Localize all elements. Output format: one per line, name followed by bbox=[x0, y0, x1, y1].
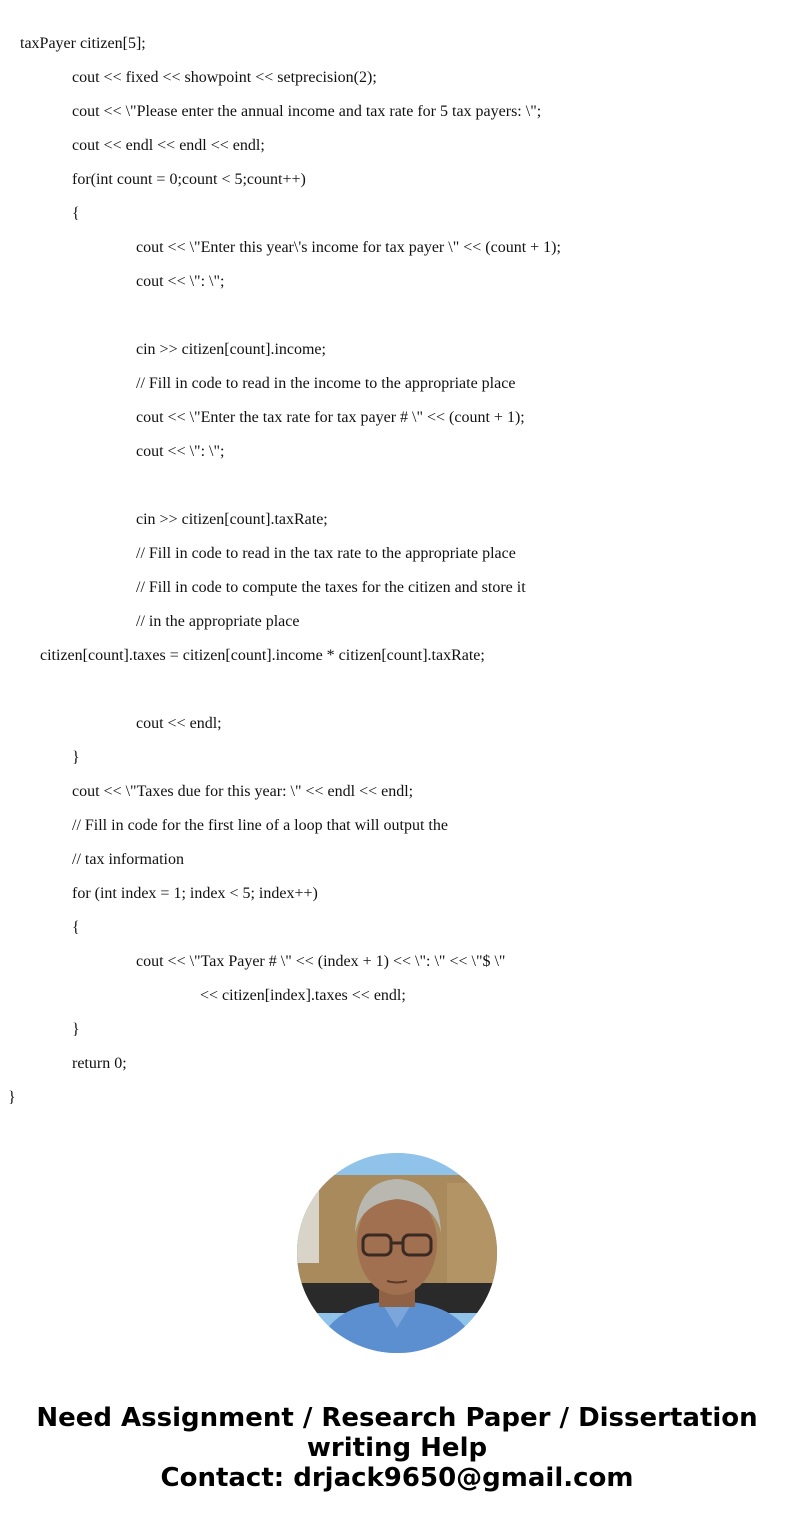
code-line: return 0; bbox=[72, 1055, 127, 1072]
code-line: cout << \"Tax Payer # \" << (index + 1) << \": \" << \"$ \" bbox=[136, 953, 506, 970]
code-line: cout << \": \"; bbox=[136, 273, 225, 290]
banner-line-1: Need Assignment / Research Paper / Dissertation bbox=[36, 1403, 758, 1433]
code-line: cout << \": \"; bbox=[136, 443, 225, 460]
help-banner bbox=[0, 1403, 794, 1493]
banner-line-2: writing Help bbox=[306, 1433, 488, 1463]
code-line: // Fill in code to read in the tax rate to the appropriate place bbox=[136, 545, 516, 562]
code-line: } bbox=[72, 1021, 80, 1038]
code-line: cin >> citizen[count].taxRate; bbox=[136, 511, 328, 528]
code-line: cout << endl << endl << endl; bbox=[72, 137, 265, 154]
code-line: cout << fixed << showpoint << setprecision(2); bbox=[72, 69, 377, 86]
code-line: // Fill in code to read in the income to the appropriate place bbox=[136, 375, 516, 392]
code-line: cout << \"Enter this year\'s income for tax payer \" << (count + 1); bbox=[136, 239, 561, 256]
code-line: taxPayer citizen[5]; bbox=[20, 35, 146, 52]
code-line: << citizen[index].taxes << endl; bbox=[200, 987, 406, 1004]
code-line: citizen[count].taxes = citizen[count].income * citizen[count].taxRate; bbox=[40, 647, 485, 664]
code-line: // tax information bbox=[72, 851, 184, 868]
person-photo-icon bbox=[297, 1153, 497, 1353]
code-line: { bbox=[72, 919, 80, 936]
code-line: // in the appropriate place bbox=[136, 613, 300, 630]
author-avatar bbox=[297, 1153, 497, 1353]
code-line: // Fill in code for the first line of a loop that will output the bbox=[72, 817, 448, 834]
code-line: cout << \"Enter the tax rate for tax payer # \" << (count + 1); bbox=[136, 409, 525, 426]
code-line: cout << \"Please enter the annual income and tax rate for 5 tax payers: \"; bbox=[72, 103, 542, 120]
contact-email[interactable]: Contact: drjack9650@gmail.com bbox=[160, 1463, 634, 1493]
code-line: cin >> citizen[count].income; bbox=[136, 341, 326, 358]
code-line: for (int index = 1; index < 5; index++) bbox=[72, 885, 318, 902]
code-line: for(int count = 0;count < 5;count++) bbox=[72, 171, 306, 188]
code-line: } bbox=[72, 749, 80, 766]
code-line: cout << endl; bbox=[136, 715, 222, 732]
code-line: } bbox=[8, 1089, 16, 1106]
code-line: // Fill in code to compute the taxes for the citizen and store it bbox=[136, 579, 526, 596]
code-line: { bbox=[72, 205, 80, 222]
code-line: cout << \"Taxes due for this year: \" << endl << endl; bbox=[72, 783, 414, 800]
